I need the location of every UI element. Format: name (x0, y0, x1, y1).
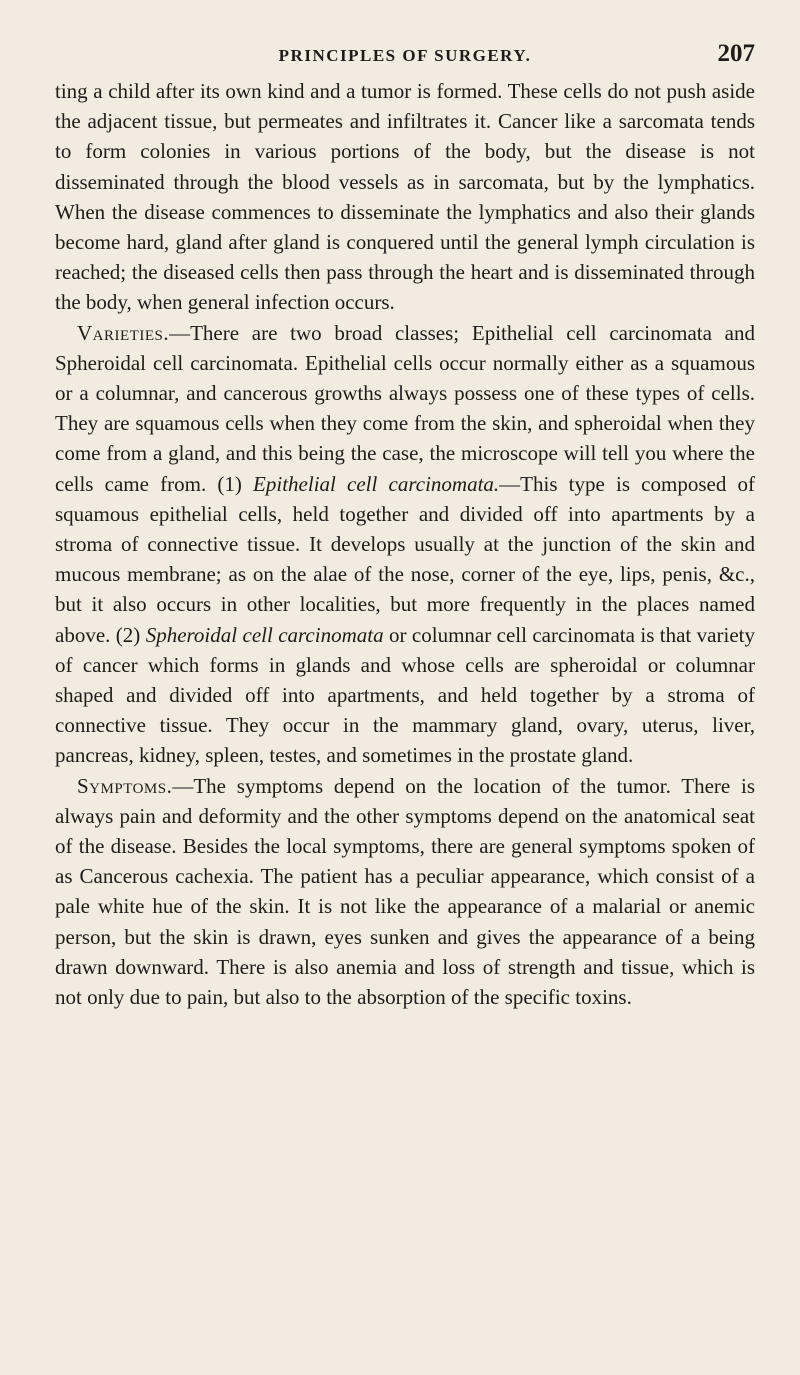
paragraph-text: or columnar cell carcinomata is that variety of cancer which forms in glands and whose cells are spheroidal or columnar shaped and divided off into apartments, and held together by a stroma of connective tissue. They occur in the mammary gland, ovary, uterus, liver, pancreas, kidney, spleen, testes, and sometimes in the prostate gland. (55, 622, 755, 768)
section-heading-varieties: Varieties. (77, 320, 170, 345)
book-page (55, 40, 755, 1012)
paragraph-text: —There are two broad classes; Epithelial cell carcinomata and Spheroidal cell carcinomata. Epithelial cells occur normally either as a squamous or a columnar, and cancerous growths always possess one of these types of cells. They are squamous cells when they come from the skin, and spheroidal when they come from a gland, and this being the case, the microscope will tell you where the cells came from. (1) (55, 320, 755, 496)
term-spheroidal-cell-carcinomata: Spheroidal cell carcinomata (145, 622, 384, 647)
running-head: PRINCIPLES OF SURGERY. (278, 46, 532, 65)
paragraph-text: —This type is composed of squamous epithelial cells, held together and divided off into apartments by a stroma of connective tissue. It develops usually at the junction of the skin and mucous membrane; as on the alae of the nose, corner of the eye, lips, penis, &c., but it also occurs in other localities, but more frequently in the places named above. (2) (55, 471, 755, 647)
body-text (55, 76, 755, 1012)
paragraph-text: —The symptoms depend on the location of the tumor. There is always pain and deformity and the other symptoms depend on the anatomical seat of the disease. Besides the local symptoms, there are general symptoms spoken of as Cancerous cachexia. The patient has a peculiar appearance, which consist of a pale white hue of the skin. It is not like the appearance of a malarial or anemic person, but the skin is drawn, eyes sunken and gives the appearance of a being drawn downward. There is also anemia and loss of strength and tissue, which is not only due to pain, but also to the absorption of the specific toxins. (55, 773, 755, 1010)
term-epithelial-cell-carcinomata: Epithelial cell carcinomata. (253, 471, 500, 496)
page-header (55, 40, 755, 76)
page-number: 207 (717, 40, 755, 67)
paragraph-symptoms (55, 771, 755, 1013)
paragraph-continuation: ting a child after its own kind and a tumor is formed. These cells do not push aside the adjacent tissue, but permeates and infiltrates it. Cancer like a sarcomata tends to form colonies in various portions of the body, but the disease is not disseminated through the blood vessels as in sarcomata, but by the lymphatics. When the disease commences to disseminate the lymphatics and also their glands become hard, gland after gland is conquered until the general lymph circulation is reached; the diseased cells then pass through the heart and is disseminated through the body, when general infection occurs. (55, 79, 755, 315)
paragraph-varieties (55, 318, 755, 771)
section-heading-symptoms: Symptoms. (77, 773, 173, 798)
